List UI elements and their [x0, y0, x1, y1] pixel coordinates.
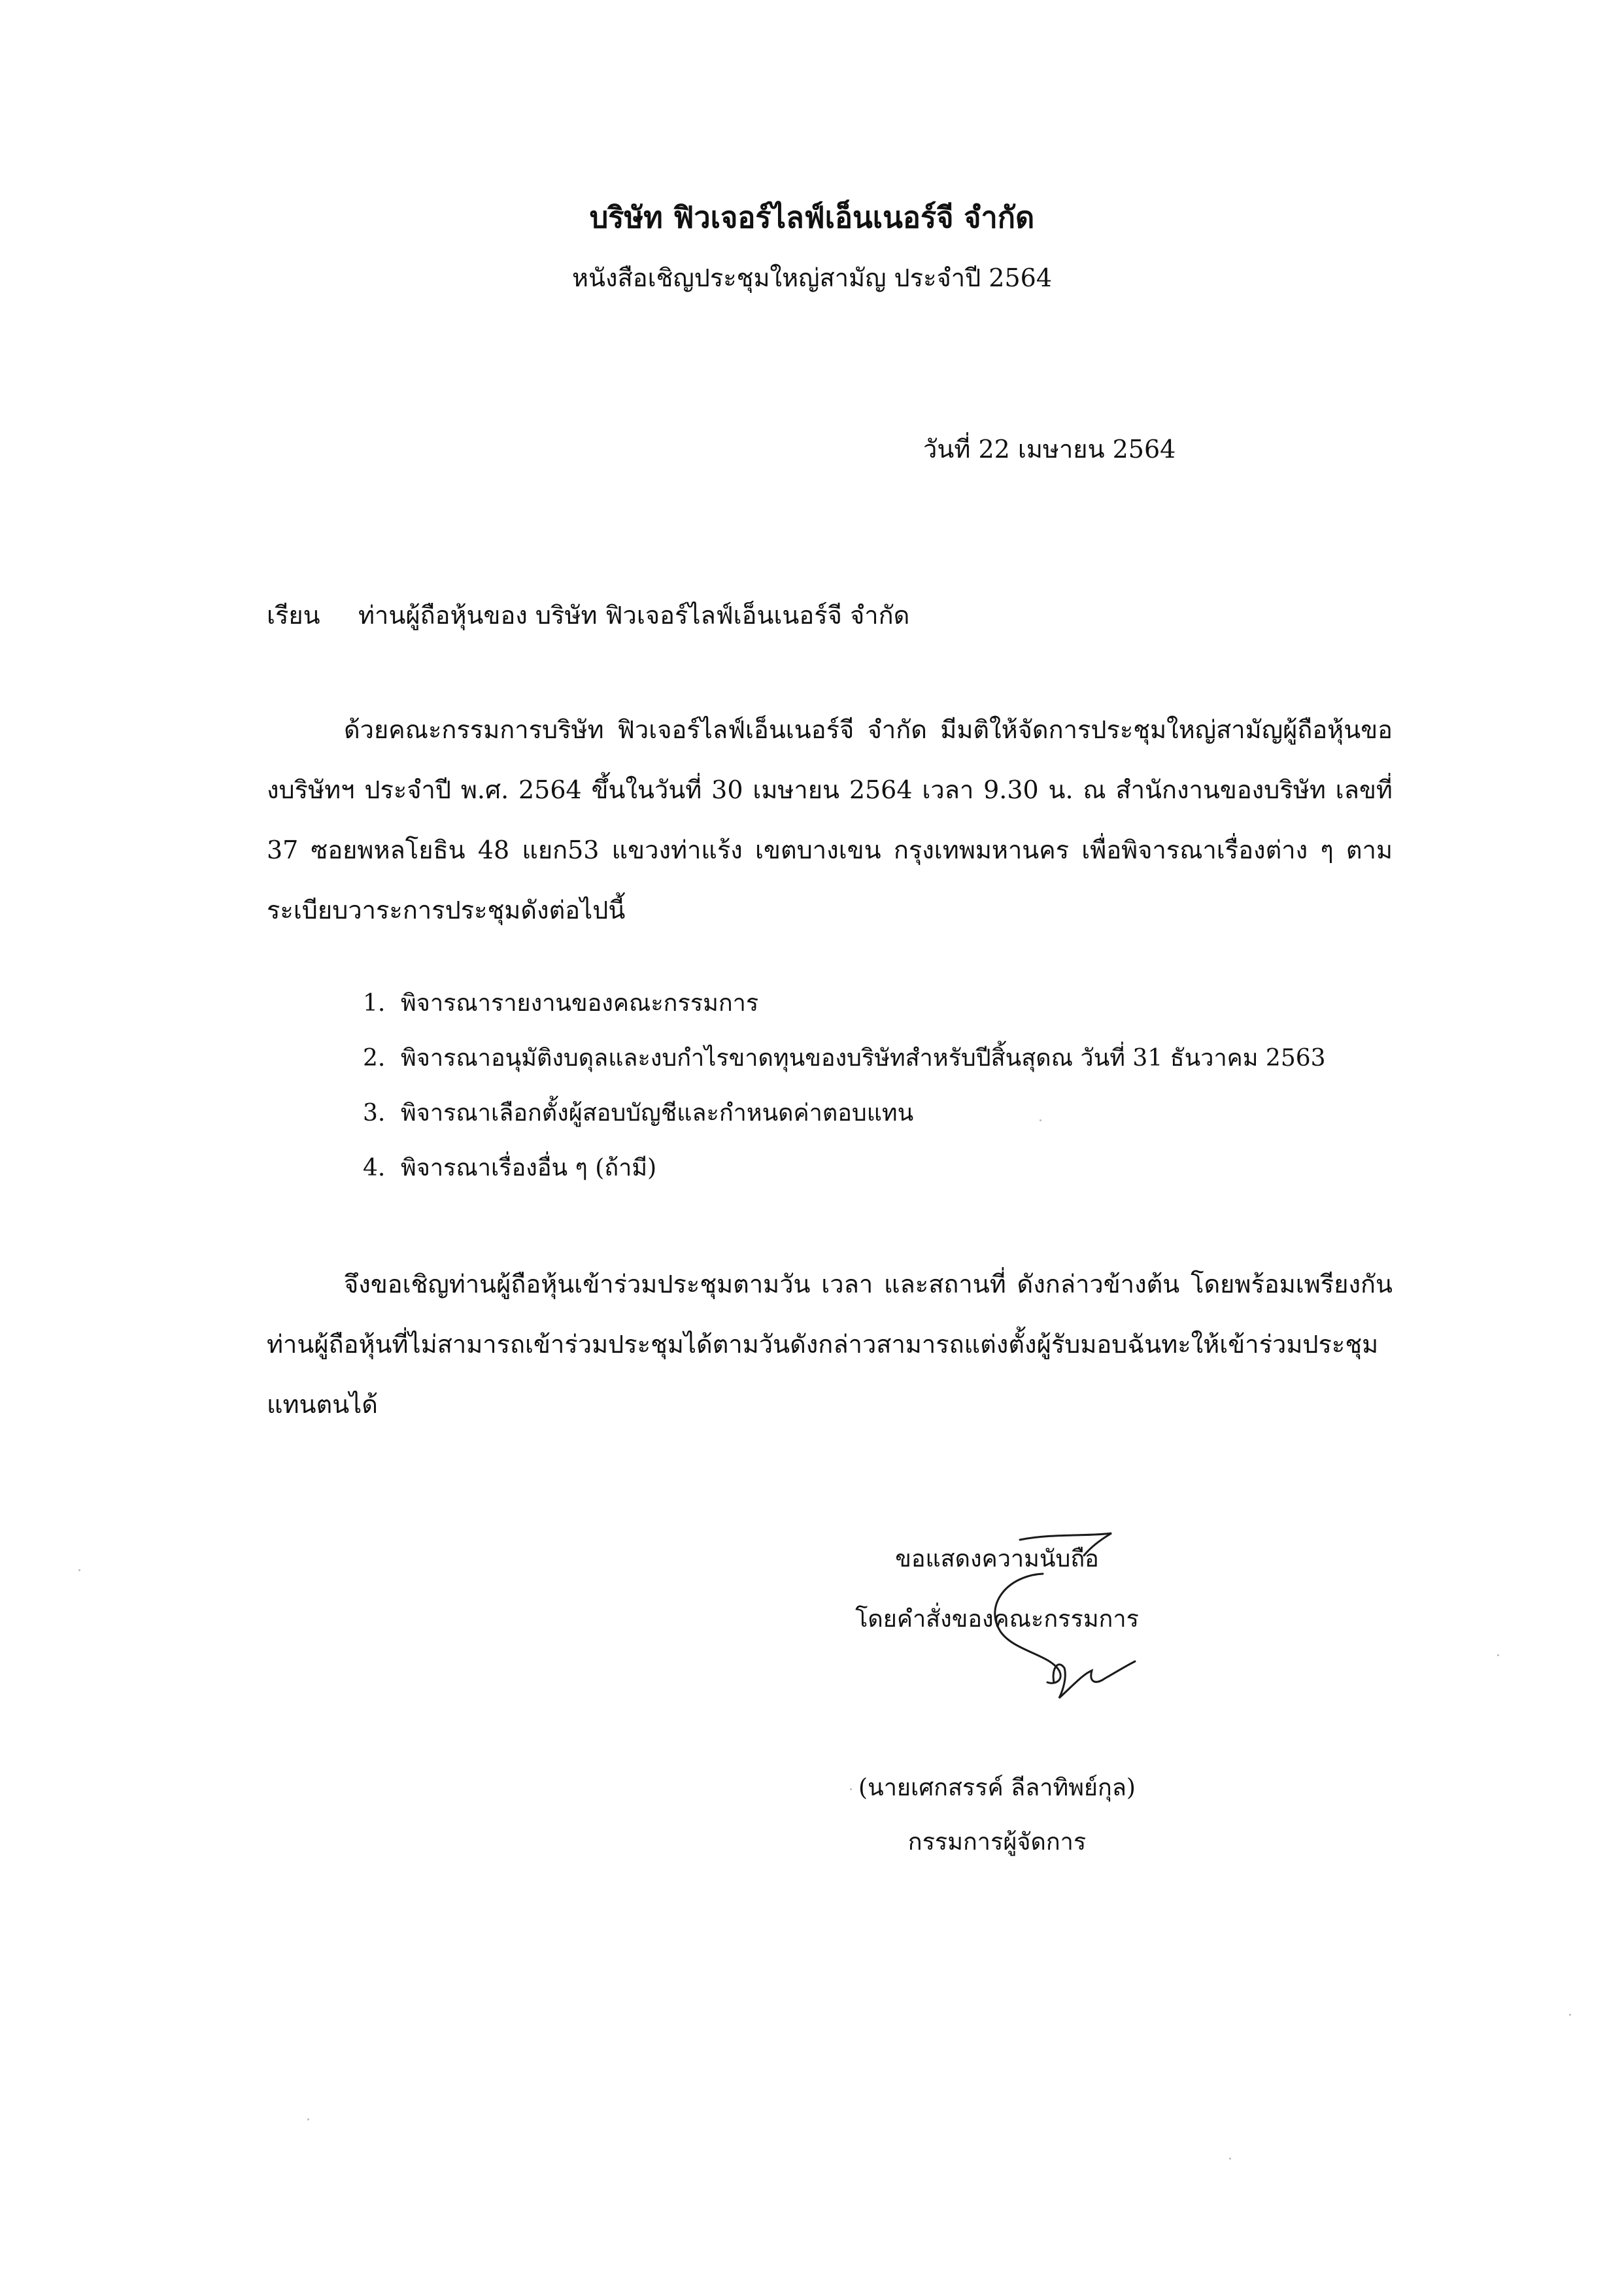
document-title: หนังสือเชิญประชุมใหญ่สามัญ ประจำปี 2564 — [571, 263, 1052, 292]
company-name: บริษัท ฟิวเจอร์ไลฟ์เอ็นเนอร์จี จำกัด — [589, 200, 1035, 235]
agenda-item — [363, 984, 1422, 1039]
scan-speck — [78, 1569, 80, 1571]
agenda-item-number: 3. — [363, 1100, 386, 1127]
intro-paragraph: ด้วยคณะกรรมการบริษัท ฟิวเจอร์ไลฟ์เอ็นเนอร์จี จำกัด มีมติให้จัดการประชุมใหญ่สามัญผู้ถือหุ้นของบริษัทฯ ประจำปี พ.ศ. 2564 ขึ้นในวันที่ 30 เมษายน 2564 เวลา 9.30 น. ณ สำนักงานของบริษัท เลขที่ 37 ซอยพหลโยธิน 48 แยก53 แขวงท่าแร้ง เขตบางเขน กรุงเทพมหานคร เพื่อพิจารณาเรื่องต่าง ๆ ตามระเบียบวาระการประชุมดังต่อไปนี้ — [267, 715, 1393, 925]
scan-speck — [1229, 2158, 1231, 2160]
salutation-label: เรียน — [267, 601, 320, 630]
agenda-item — [363, 1149, 1422, 1204]
agenda-item-number: 1. — [363, 990, 386, 1017]
agenda-item — [363, 1094, 1422, 1149]
closing-paragraph: จึงขอเชิญท่านผู้ถือหุ้นเข้าร่วมประชุมตามวัน เวลา และสถานที่ ดังกล่าวข้างต้น โดยพร้อมเพรียงกัน ท่านผู้ถือหุ้นที่ไม่สามารถเข้าร่วมประชุมได้ตามวันดังกล่าวสามารถแต่งตั้งผู้รับมอบฉันทะให้เข้าร่วมประชุมแทนตนได้ — [267, 1270, 1393, 1419]
signing-authority: โดยคำสั่งของคณะกรรมการ — [855, 1606, 1139, 1633]
agenda-item-number: 2. — [363, 1045, 386, 1072]
scan-speck — [307, 2118, 309, 2120]
agenda-item — [363, 1039, 1422, 1094]
agenda-item-text: พิจารณารายงานของคณะกรรมการ — [401, 990, 759, 1017]
scan-speck — [1497, 1654, 1499, 1656]
signatory-name: (นายเศกสรรค์ ลีลาทิพย์กุล) — [858, 1775, 1136, 1801]
agenda-item-text: พิจารณาเลือกตั้งผู้สอบบัญชีและกำหนดค่าตอบแทน — [401, 1100, 914, 1127]
signatory-position: กรรมการผู้จัดการ — [907, 1829, 1087, 1856]
scan-speck — [1569, 2014, 1571, 2016]
agenda-item-text: พิจารณาเรื่องอื่น ๆ (ถ้ามี) — [401, 1155, 657, 1181]
salutation-recipient: ท่านผู้ถือหุ้นของ บริษัท ฟิวเจอร์ไลฟ์เอ็นเนอร์จี จำกัด — [358, 601, 910, 630]
handwritten-signature-icon — [902, 1514, 1151, 1749]
agenda-list — [363, 984, 1422, 1204]
agenda-item-text: พิจารณาอนุมัติงบดุลและงบกำไรขาดทุนของบริษัทสำหรับปีสิ้นสุดณ วันที่ 31 ธันวาคม 2563 — [401, 1045, 1326, 1072]
closing-salutation: ขอแสดงความนับถือ — [895, 1546, 1099, 1572]
salutation — [267, 595, 909, 635]
letter-date: วันที่ 22 เมษายน 2564 — [923, 435, 1176, 464]
agenda-item-number: 4. — [363, 1155, 386, 1181]
